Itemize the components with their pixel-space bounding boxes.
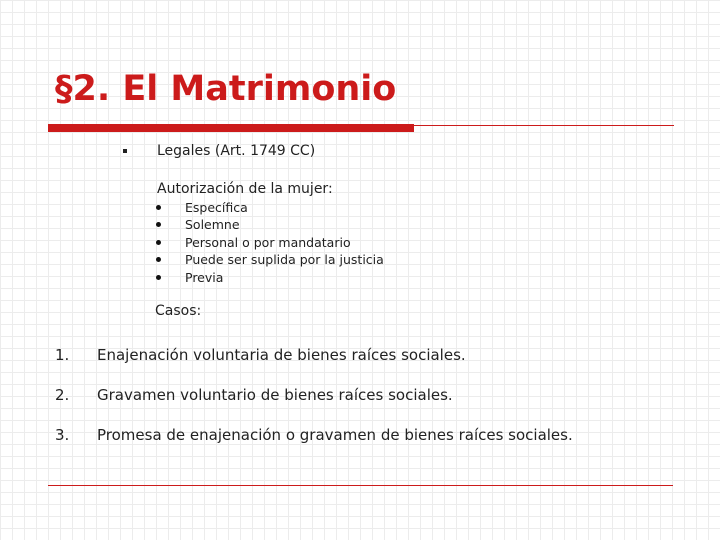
list-item-text: Personal o por mandatario — [185, 234, 351, 250]
slide-title: §2. El Matrimonio — [55, 69, 397, 109]
list-item — [155, 269, 384, 286]
list-item — [155, 234, 384, 251]
list-item-text: Previa — [185, 269, 224, 285]
caso-number: 2. — [55, 386, 70, 404]
bottom-divider — [48, 485, 673, 486]
bullet-dot-icon — [156, 240, 161, 245]
level1-bullet-text: Legales (Art. 1749 CC) — [157, 143, 316, 159]
autorizacion-list — [155, 199, 384, 286]
list-item-text: Específica — [185, 200, 248, 215]
caso-text: Promesa de enajenación o gravamen de bienes raíces sociales. — [97, 426, 573, 444]
title-underline-bar — [48, 124, 414, 132]
bullet-dot-icon — [156, 275, 161, 280]
list-item — [155, 199, 384, 216]
bullet-dot-icon — [156, 257, 161, 262]
caso-text: Gravamen voluntario de bienes raíces sociales. — [97, 386, 453, 404]
caso-text: Enajenación voluntaria de bienes raíces sociales. — [97, 346, 466, 364]
bullet-dot-icon — [156, 205, 161, 210]
square-bullet-icon — [123, 149, 127, 153]
list-item-text: Puede ser suplida por la justicia — [185, 252, 384, 268]
caso-number: 1. — [55, 346, 70, 364]
title-underline-line — [414, 125, 674, 126]
caso-number: 3. — [55, 426, 70, 444]
list-item — [155, 251, 384, 268]
autorizacion-heading: Autorización de la mujer: — [157, 181, 333, 197]
casos-heading: Casos: — [155, 303, 202, 319]
list-item — [155, 216, 384, 233]
bullet-dot-icon — [156, 222, 161, 227]
list-item-text: Solemne — [185, 217, 240, 233]
